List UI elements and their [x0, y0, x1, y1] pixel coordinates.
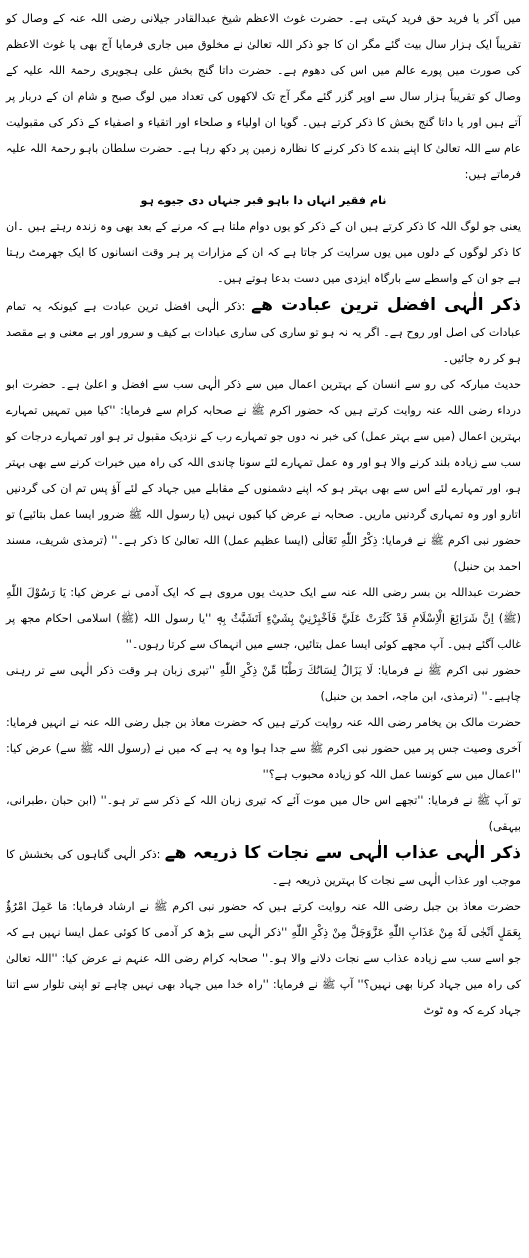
paragraph-hadith-abu-darda: حدیث مبارکہ کی رو سے انسان کے بہترین اعمال میں سے ذکر الٰہی سب سے افضل و اعلیٰ ہے۔ حضرت ابو درداء رضی اللہ عنہ روایت کرتے ہیں کہ حضور اکرم ﷺ نے صحابہ کرام سے فرمایا: ''کیا میں تمہیں تمہارے بہترین اعمال (میں سے بہتر عمل) کی خبر نہ دوں جو تمہارے رب کے نزدیک مقبول تر ہو اور تمہارے درجات کو سب سے زیادہ بلند کرنے والا ہو اور وہ عمل تمہارے لئے سونا چاندی اللہ کی راہ میں خیرات کرنے سے بھی بہتر ہو، اور تمہارے لئے اس سے بھی بہتر ہو کہ اپنے دشمنوں کے مقابلے میں جہاد کے لئے آؤ پس تم ان کی گردنیں اتارو اور وہ تمہاری گردنیں ماریں۔ صحابہ نے عرض کیا کیوں نہیں (یا رسول اللہ ﷺ ضرور ایسا عمل بتائیے) تو حضور نبی اکرم ﷺ نے فرمایا: ذِكْرُ اللّٰهِ تَعَالٰى (ایسا عظیم عمل) اللہ تعالیٰ کا ذکر ہے۔'' (ترمذی شریف، مسند احمد بن حنبل): [6, 378, 521, 573]
section-heading-2: ذکر الٰہی عذاب الٰہی سے نجات کا ذریعہ ھے: [164, 843, 521, 863]
paragraph-prophet-answer: تو آپ ﷺ نے فرمایا: ''تجھے اس حال میں موت آئے کہ تیری زبان اللہ کے ذکر سے تر ہو۔'' (ابن حبان ،طبرانی، بیہقی): [6, 794, 521, 833]
paragraph-hadith-muadh: حضرت معاذ بن جبل رضی اللہ عنہ روایت کرتے ہیں کہ حضور نبی اکرم ﷺ نے ارشاد فرمایا: مَا عَمِلَ امْرُؤٌ بِعَمَلٍ اَنْجٰى لَهٗ مِنْ عَذَابِ اللّٰهِ عَزَّوَجَلَّ مِنْ ذِكْرِ اللّٰهِ ''ذکر الٰہی سے بڑھ کر آدمی کا کوئی عمل ایسا نہیں ہے کہ جو اسے سب سے زیادہ عذاب سے نجات دلانے والا ہو۔'' صحابہ کرام رضی اللہ عنہم نے عرض کیا: ''اللہ تعالیٰ کی راہ میں جہاد کرنا بھی نہیں؟'' آپ ﷺ نے فرمایا: ''راہ خدا میں جہاد بھی نہیں چاہے تو اپنی تلوار سے اتنا جہاد کرے کہ وہ ٹوٹ: [6, 900, 521, 1017]
verse-line: نام فقیر انہاں دا باہو قبر جنہاں دی جیوے ہو: [140, 194, 387, 207]
paragraph-remembrance: یعنی جو لوگ اللہ کا ذکر کرتے ہیں ان کے ذکر کو یوں دوام ملتا ہے کہ مرنے کے بعد بھی وہ زندہ رہتے ہیں ۔ان کا ذکر لوگوں کے دلوں میں یوں سرایت کر جاتا ہے کہ ان کے مزارات پر ہر وقت انسانوں کا ایک جھرمٹ رہتا ہے جو ان کے واسطے سے بارگاہ ایزدی میں دست بدعا ہوتے ہیں۔: [6, 220, 521, 285]
paragraph-hadith-abdullah-bin-busr: حضرت عبداللہ بن بسر رضی اللہ عنہ سے ایک حدیث یوں مروی ہے کہ ایک آدمی نے عرض کیا: يَا رَسُوْلَ اللّٰهِ (ﷺ) اِنَّ شَرَائِعَ الْاِسْلَامِ قَدْ كَثُرَتْ عَلَيَّ فَاَخْبِرْنِيْ بِشَيْءٍ اَتَشَبَّثُ بِهٖ ''یا رسول اللہ (ﷺ) اسلامی احکام مجھ پر غالب آگئے ہیں۔ آپ مجھے کوئی ایسا عمل بتائیں، جسے میں انہماک سے کرتا رہوں۔'': [6, 586, 521, 651]
paragraph-prophet-reply: حضور نبی اکرم ﷺ نے فرمایا: لَا يَزَالُ لِسَانُكَ رَطْبًا مِّنْ ذِكْرِ اللّٰهِ ''تیری زبان ہر وقت ذکر الٰہی سے تر رہنی چاہیے۔'' (ترمذی، ابن ماجہ، احمد بن حنبل): [6, 664, 521, 703]
paragraph-intro: میں آکر یا فرید حق فرید کہتی ہے۔ حضرت غوث الاعظم شیخ عبدالقادر جیلانی رضی اللہ عنہ کے وصال کو تقریباً ایک ہزار سال بیت گئے مگر ان کا جو ذکر اللہ تعالیٰ نے مخلوق میں جاری فرمایا آج بھی یا غوث الاعظم کی صورت میں پورے عالم میں اس کی دھوم ہے۔ حضرت داتا گنج بخش علی ہجویری رحمۃ اللہ علیہ کے وصال کو تقریباً ہزار سال سے اوپر گزر گئے مگر آج تک لاکھوں کی تعداد میں لوگ صبح و شام ان کے دربار پر آتے ہیں اور یا داتا گنج بخش کا ذکر کرتے ہیں۔ گویا ان اولیاء و صلحاء اور اتقیاء و اصفیاء کے ذکر کی مقبولیت عام سے اللہ تعالیٰ کا اپنے بندے کا ذکر کرنے کا نظارہ زمین پر دکھ رہا ہے۔ حضرت سلطان باہو رحمۃ اللہ علیہ فرماتے ہیں:: [6, 12, 521, 181]
section-heading-1: ذکر الٰہی افضل ترین عبادت ھے: [251, 295, 521, 315]
section-heading-1-text: :ذکر الٰہی افضل ترین عبادت ہے کیونکہ یہ تمام عبادات کی اصل اور روح ہے۔ اگر یہ نہ ہو تو ساری کی ساری عبادات بے کیف و سرور اور بے معنی و بے مقصد ہو کر رہ جائیں۔: [6, 300, 521, 365]
section-2: [6, 840, 521, 894]
paragraph-hadith-malik: حضرت مالک بن یخامر رضی اللہ عنہ روایت کرتے ہیں کہ حضرت معاذ بن جبل رضی اللہ عنہ نے انہیں فرمایا: آخری وصیت جس پر میں حضور نبی اکرم ﷺ سے جدا ہوا وہ یہ ہے کہ میں نے (رسول اللہ ﷺ سے) عرض کیا: ''اعمال میں سے کونسا عمل اللہ کو زیادہ محبوب ہے؟'': [6, 716, 521, 781]
section-heading-2-text: :ذکر الٰہی گناہوں کی بخشش کا موجب اور عذاب الٰہی سے نجات کا بہترین ذریعہ ہے۔: [6, 848, 521, 887]
section-1: [6, 292, 521, 372]
